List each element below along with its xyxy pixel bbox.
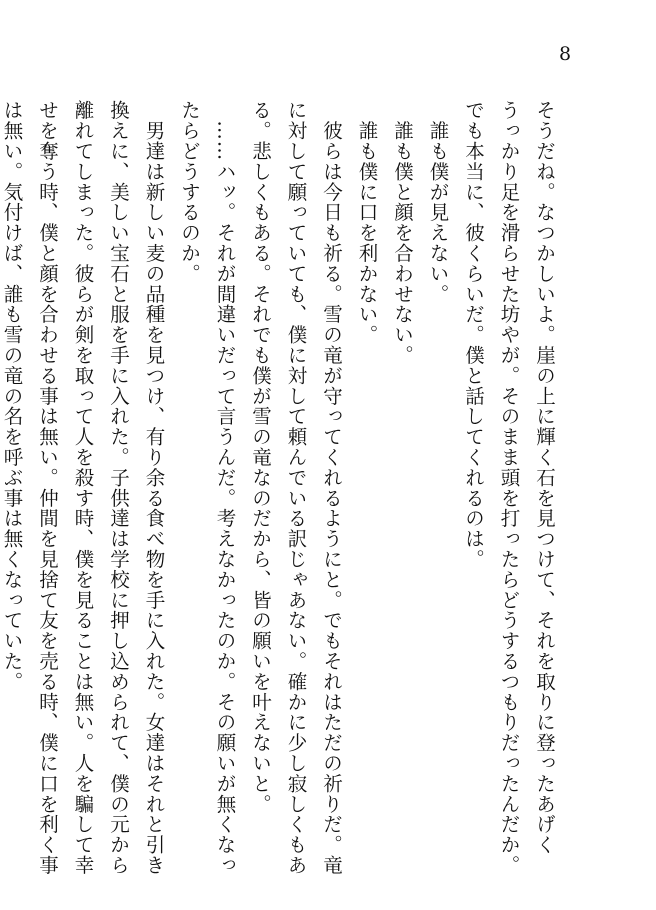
text-line: でも本当に、彼くらいだ。僕と話してくれるのは。 <box>462 100 485 570</box>
text-line: たらどうするのか。 <box>178 100 201 284</box>
text-line: に対して願っていても、僕に対して頼んでいる訳じゃあない。確かに少し寂しくもあ <box>284 100 308 876</box>
text-line: せを奪う時、僕と顔を合わせる事は無い。仲間を見捨て友を売る時、僕に口を利く事 <box>36 100 59 876</box>
text-line: うっかり足を滑らせた坊やが。そのまま頭を打ったらどうするつもりだったんだか。 <box>497 100 521 876</box>
text-line: 誰も僕に口を利かない。 <box>355 100 379 345</box>
text-line: 離れてしまった。彼らが剣を取って人を殺す時、僕を見ることは無い。人を騙して幸 <box>71 100 95 876</box>
text-line: そうだね。なつかしいよ。崖の上に輝く石を見つけて、それを取りに登ったあげく <box>533 100 556 855</box>
text-line: は無い。気付けば、誰も雪の竜の名を呼ぶ事は無くなっていた。 <box>0 100 24 692</box>
text-line: 誰も僕が見えない。 <box>426 100 450 304</box>
text-line: 誰も僕と顔を合わせない。 <box>391 100 414 366</box>
body-text <box>0 100 562 880</box>
text-line: る。悲しくもある。それでも僕が雪の竜なのだから、皆の願いを叶えないと。 <box>249 100 272 814</box>
text-line: ……ハッ。それが間違いだって言うんだ。考えなかったのか。その願いが無くなっ <box>213 100 237 876</box>
text-line: 男達は新しい麦の品種を見つけ、有り余る食べ物を手に入れた。女達はそれと引き <box>142 100 166 876</box>
text-line: 彼らは今日も祈る。雪の竜が守ってくれるようにと。でもそれはただの祈りだ。竜 <box>320 100 343 876</box>
page-number: 8 <box>558 43 572 65</box>
text-line: 換えに、美しい宝石と服を手に入れた。子供達は学校に押し込められて、僕の元から <box>107 100 130 876</box>
